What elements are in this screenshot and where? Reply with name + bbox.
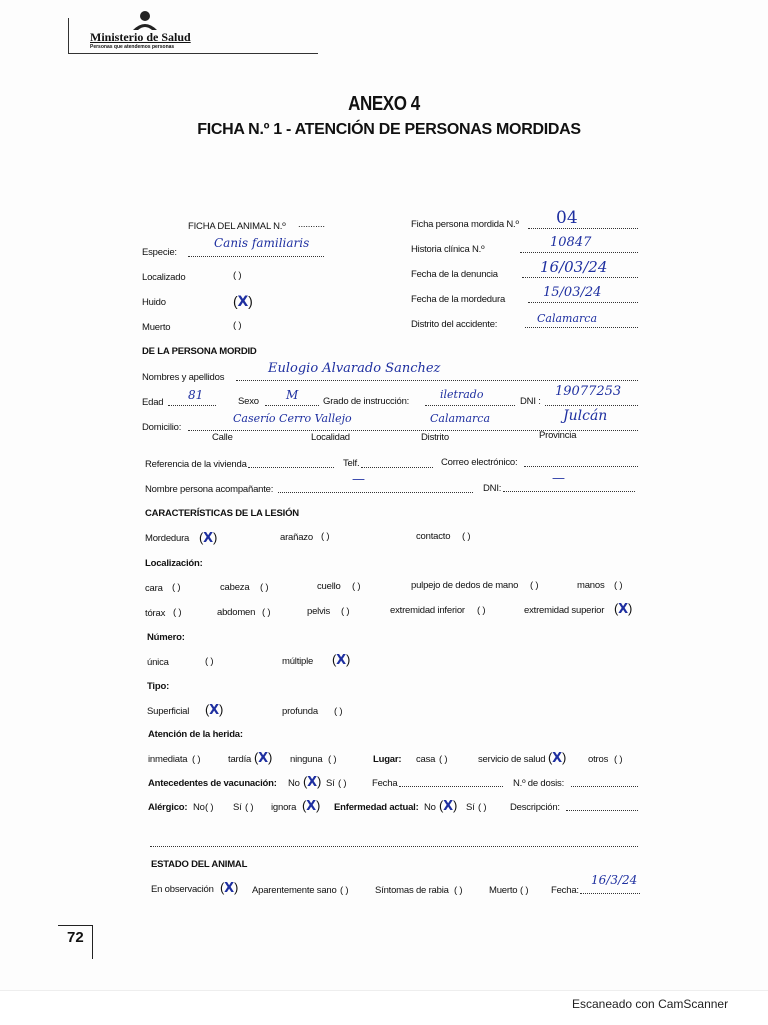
casa-checkbox[interactable]: ( ) — [439, 754, 448, 765]
cuello-checkbox[interactable]: ( ) — [352, 581, 361, 592]
sexo-label: Sexo — [238, 396, 259, 407]
fecha-denuncia-value: 16/03/24 — [540, 258, 608, 276]
ficha-animal-label: FICHA DEL ANIMAL N.º — [188, 221, 286, 232]
enfermedad-label: Enfermedad actual: — [334, 802, 419, 813]
enf-si-checkbox[interactable]: ( ) — [478, 802, 487, 813]
estado-muerto-checkbox[interactable]: ( ) — [520, 885, 529, 896]
ficha-persona-label: Ficha persona mordida N.º — [411, 219, 519, 230]
grado-label: Grado de instrucción: — [323, 396, 410, 407]
manos-checkbox[interactable]: ( ) — [614, 580, 623, 591]
vac-fecha-label: Fecha — [372, 778, 398, 789]
descripcion-line-2 — [150, 846, 638, 847]
domicilio-calle: Caserío Cerro Vallejo — [233, 412, 352, 425]
page-number: 72 — [67, 929, 84, 946]
dosis-line — [571, 786, 638, 787]
profunda-label: profunda — [282, 706, 318, 717]
casa-label: casa — [416, 754, 436, 765]
ext-sup-checkbox[interactable]: (X) — [614, 601, 633, 617]
ninguna-checkbox[interactable]: ( ) — [328, 754, 337, 765]
form-title: FICHA N.º 1 - ATENCIÓN DE PERSONAS MORDIDAS — [197, 121, 581, 138]
pulpejo-checkbox[interactable]: ( ) — [530, 580, 539, 591]
localizacion-label: Localización: — [145, 558, 203, 569]
dni2-value: — — [552, 471, 565, 486]
especie-value: Canis familiaris — [214, 236, 310, 250]
enf-no-checkbox[interactable]: (X) — [439, 798, 458, 814]
domicilio-label: Domicilio: — [142, 422, 182, 433]
ministry-tagline: Personas que atendemos personas — [90, 44, 175, 50]
huido-checkbox[interactable]: (X) — [233, 293, 253, 310]
cara-checkbox[interactable]: ( ) — [172, 582, 181, 593]
fecha-denuncia-label: Fecha de la denuncia — [411, 269, 498, 280]
dni2-line — [503, 491, 635, 492]
cabeza-label: cabeza — [220, 582, 250, 593]
localizado-checkbox[interactable]: ( ) — [233, 270, 242, 281]
dni-value: 19077253 — [555, 384, 622, 399]
contacto-checkbox[interactable]: ( ) — [462, 531, 471, 542]
vac-fecha-line — [399, 786, 503, 787]
localidad-caption: Localidad — [311, 432, 350, 443]
alergico-si-label: Sí — [233, 802, 242, 813]
aranazo-checkbox[interactable]: ( ) — [321, 531, 330, 542]
distrito-accidente-label: Distrito del accidente: — [411, 319, 498, 330]
provincia-caption: Provincia — [539, 430, 577, 441]
multiple-mark: X — [336, 653, 346, 668]
calle-caption: Calle — [212, 432, 233, 443]
grado-line — [425, 405, 515, 406]
manos-label: manos — [577, 580, 605, 591]
superficial-mark: X — [209, 703, 219, 718]
abdomen-checkbox[interactable]: ( ) — [262, 607, 271, 618]
ministry-name: Ministerio de Salud — [90, 30, 191, 44]
edad-label: Edad — [142, 397, 164, 408]
sintomas-label: Síntomas de rabia — [375, 885, 449, 896]
vac-si-checkbox[interactable]: ( ) — [338, 778, 347, 789]
inmediata-checkbox[interactable]: ( ) — [192, 754, 201, 765]
contacto-label: contacto — [416, 531, 451, 542]
ficha-persona-value: 04 — [556, 208, 578, 228]
inmediata-label: inmediata — [148, 754, 188, 765]
tardia-mark: X — [258, 751, 268, 766]
ignora-mark: X — [306, 799, 316, 814]
sano-label: Aparentemente sano — [252, 885, 337, 896]
especie-line — [188, 256, 324, 257]
descripcion-line — [566, 810, 638, 811]
pelvis-checkbox[interactable]: ( ) — [341, 606, 350, 617]
aranazo-label: arañazo — [280, 532, 313, 543]
domicilio-provincia: Julcán — [563, 408, 608, 424]
distrito-accidente-value: Calamarca — [537, 312, 598, 325]
historia-line — [520, 252, 638, 253]
descripcion-label: Descripción: — [510, 802, 560, 813]
grado-value: iletrado — [440, 388, 484, 401]
estado-fecha-value: 16/3/24 — [591, 873, 638, 887]
estado-fecha-line — [580, 893, 640, 894]
logo-left-line — [68, 18, 69, 54]
lesion-section-title: CARACTERÍSTICAS DE LA LESIÓN — [145, 508, 299, 519]
edad-line — [168, 405, 216, 406]
distrito-caption: Distrito — [421, 432, 449, 443]
dni-label: DNI : — [520, 396, 541, 407]
sexo-line — [265, 405, 319, 406]
sexo-value: M — [286, 388, 299, 402]
servicio-label: servicio de salud — [478, 754, 546, 765]
especie-label: Especie: — [142, 247, 177, 258]
tardia-label: tardía — [228, 754, 252, 765]
alergico-si-checkbox[interactable]: ( ) — [245, 802, 254, 813]
historia-label: Historia clínica N.º — [411, 244, 485, 255]
localizado-label: Localizado — [142, 272, 186, 283]
person-section-title: DE LA PERSONA MORDID — [142, 346, 257, 357]
enf-si-label: Sí — [466, 802, 475, 813]
scanner-watermark: Escaneado con CamScanner — [572, 997, 729, 1011]
header-rule — [68, 53, 318, 54]
ministry-logo — [68, 10, 318, 54]
unica-label: única — [147, 657, 169, 668]
enf-no-mark: X — [443, 799, 453, 814]
muerto-label: Muerto — [142, 322, 171, 333]
acompanante-label: Nombre persona acompañante: — [145, 484, 274, 495]
abdomen-label: abdomen — [217, 607, 256, 618]
multiple-checkbox[interactable]: (X) — [332, 652, 351, 668]
pulpejo-label: pulpejo de dedos de mano — [411, 580, 519, 591]
vac-no-checkbox[interactable]: (X) — [303, 774, 322, 790]
dosis-label: N.º de dosis: — [513, 778, 565, 789]
unica-checkbox[interactable]: ( ) — [205, 656, 214, 667]
sano-checkbox[interactable]: ( ) — [340, 885, 349, 896]
domicilio-distrito: Calamarca — [430, 412, 491, 425]
mordedura-mark: X — [203, 531, 213, 546]
servicio-checkbox[interactable]: (X) — [548, 750, 567, 766]
numero-label: Número: — [147, 632, 185, 643]
estado-fecha-label: Fecha: — [551, 885, 579, 896]
annex-title: ANEXO 4 — [348, 93, 420, 115]
telf-label: Telf. — [343, 458, 360, 469]
pelvis-label: pelvis — [307, 606, 331, 617]
observacion-label: En observación — [151, 884, 214, 895]
fecha-mordedura-label: Fecha de la mordedura — [411, 294, 506, 305]
vac-si-label: Sí — [326, 778, 335, 789]
observacion-mark: X — [224, 881, 234, 896]
huido-label: Huido — [142, 297, 166, 308]
fecha-mordedura-value: 15/03/24 — [543, 285, 602, 300]
historia-value: 10847 — [550, 235, 592, 250]
acompanante-line — [278, 492, 473, 493]
tipo-label: Tipo: — [147, 681, 170, 692]
nombres-label: Nombres y apellidos — [142, 372, 225, 383]
dni2-label: DNI: — [483, 483, 502, 494]
sintomas-checkbox[interactable]: ( ) — [454, 885, 463, 896]
torax-label: tórax — [145, 608, 166, 619]
acompanante-value: — — [352, 472, 365, 487]
huido-mark: X — [237, 294, 249, 310]
estado-muerto-label: Muerto — [489, 885, 518, 896]
logo-emblem-icon — [130, 10, 160, 32]
telf-line — [361, 467, 433, 468]
mordedura-checkbox[interactable]: (X) — [199, 530, 218, 546]
nombres-value: Eulogio Alvarado Sanchez — [268, 361, 441, 376]
superficial-checkbox[interactable]: (X) — [205, 702, 224, 718]
fecha-denuncia-line — [522, 277, 638, 278]
otros-label: otros — [588, 754, 609, 765]
ficha-persona-line — [528, 228, 638, 229]
alergico-no-label: No — [193, 802, 205, 813]
ext-sup-mark: X — [618, 602, 628, 617]
tardia-checkbox[interactable]: (X) — [254, 750, 273, 766]
observacion-checkbox[interactable]: (X) — [220, 880, 239, 896]
nombres-line — [236, 380, 638, 381]
ignora-checkbox[interactable]: (X) — [302, 798, 321, 814]
alergico-label: Alérgico: — [148, 802, 188, 813]
superficial-label: Superficial — [147, 706, 190, 717]
dni-line — [545, 405, 638, 406]
ficha-animal-dots: ........... — [298, 219, 325, 230]
ignora-label: ignora — [271, 802, 297, 813]
distrito-accidente-line — [525, 327, 638, 328]
vac-no-label: No — [288, 778, 300, 789]
vac-no-mark: X — [307, 775, 317, 790]
cabeza-checkbox[interactable]: ( ) — [260, 582, 269, 593]
correo-line — [524, 466, 638, 467]
mordedura-label: Mordedura — [145, 533, 190, 544]
multiple-label: múltiple — [282, 656, 314, 667]
edad-value: 81 — [188, 388, 204, 402]
cuello-label: cuello — [317, 581, 341, 592]
enf-no-label: No — [424, 802, 436, 813]
ninguna-label: ninguna — [290, 754, 323, 765]
muerto-checkbox[interactable]: ( ) — [233, 320, 242, 331]
correo-label: Correo electrónico: — [441, 457, 518, 468]
referencia-line — [248, 467, 334, 468]
ext-inf-label: extremidad inferior — [390, 605, 465, 616]
alergico-no-checkbox[interactable]: ( ) — [205, 802, 214, 813]
estado-section-title: ESTADO DEL ANIMAL — [151, 859, 248, 870]
ext-inf-checkbox[interactable]: ( ) — [477, 605, 486, 616]
fecha-mordedura-line — [528, 302, 638, 303]
ext-sup-label: extremidad superior — [524, 605, 605, 616]
cara-label: cara — [145, 583, 163, 594]
torax-checkbox[interactable]: ( ) — [173, 607, 182, 618]
servicio-mark: X — [552, 751, 562, 766]
otros-checkbox[interactable]: ( ) — [614, 754, 623, 765]
lugar-label: Lugar: — [373, 754, 402, 765]
antecedentes-label: Antecedentes de vacunación: — [148, 778, 277, 789]
profunda-checkbox[interactable]: ( ) — [334, 706, 343, 717]
referencia-label: Referencia de la vivienda — [145, 459, 247, 470]
atencion-label: Atención de la herida: — [148, 729, 243, 740]
